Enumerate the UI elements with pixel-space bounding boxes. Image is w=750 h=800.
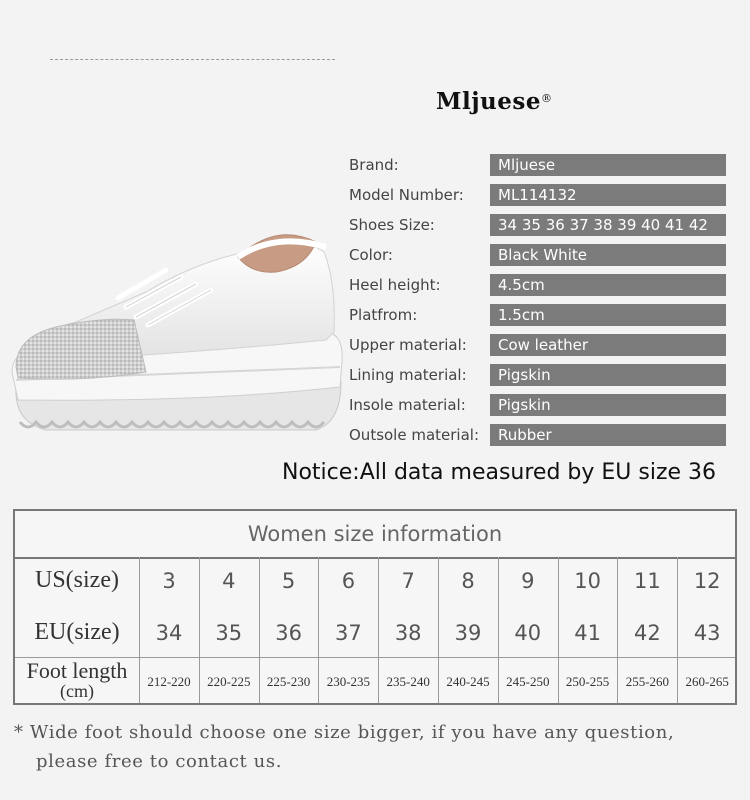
spec-value: ML114132 <box>490 184 726 206</box>
us-size-cell: 12 <box>693 569 721 593</box>
size-table <box>13 509 737 705</box>
eu-size-cell: 36 <box>275 621 302 645</box>
registered-mark: ® <box>540 92 553 105</box>
spec-row <box>349 274 729 304</box>
spec-value: Rubber <box>490 424 726 446</box>
spec-value: 4.5cm <box>490 274 726 296</box>
spec-label: Upper material: <box>349 336 467 354</box>
eu-size-cell: 35 <box>215 621 243 645</box>
us-size-cell: 5 <box>281 569 296 593</box>
spec-row <box>349 214 729 244</box>
spec-label: Color: <box>349 246 393 264</box>
eu-size-cell: 38 <box>394 621 422 645</box>
foot-length-cell: 235-240 <box>386 674 430 689</box>
notice-text: Notice:All data measured by EU size 36 <box>282 460 717 485</box>
spec-value: Black White <box>490 244 726 266</box>
foot-length-cell: 230-235 <box>326 674 371 689</box>
spec-row <box>349 304 729 334</box>
dashed-divider <box>50 59 335 60</box>
spec-label: Heel height: <box>349 276 441 294</box>
us-size-cell: 10 <box>574 569 601 593</box>
us-size-cell: 11 <box>634 569 661 593</box>
brand-logo <box>436 88 552 115</box>
us-size-label: US(size) <box>35 567 119 593</box>
spec-row <box>349 394 729 424</box>
us-size-cell: 6 <box>341 569 356 593</box>
foot-length-cell: 260-265 <box>685 674 729 689</box>
us-size-cell: 3 <box>162 569 176 593</box>
footnote-line2: please free to contact us. <box>36 751 283 772</box>
size-table-title: Women size information <box>15 511 735 559</box>
eu-size-cell: 37 <box>335 621 362 645</box>
spec-row <box>349 154 729 184</box>
foot-length-cell: 212-220 <box>147 674 191 689</box>
eu-size-cell: 41 <box>574 621 601 645</box>
spec-label: Model Number: <box>349 186 464 204</box>
spec-value: 1.5cm <box>490 304 726 326</box>
eu-size-cell: 39 <box>454 621 482 645</box>
spec-label: Insole material: <box>349 396 466 414</box>
foot-length-cell: 240-245 <box>446 674 490 689</box>
spec-row <box>349 364 729 394</box>
spec-label: Outsole material: <box>349 426 480 444</box>
eu-size-label: EU(size) <box>34 619 120 645</box>
spec-row <box>349 184 729 214</box>
eu-size-cell: 34 <box>155 621 183 645</box>
foot-length-cell: 250-255 <box>565 674 610 689</box>
eu-size-cell: 43 <box>693 621 721 645</box>
sneaker-image <box>6 222 346 442</box>
footnote-line1: * Wide foot should choose one size bigger, if you have any question, <box>14 722 675 743</box>
spec-label: Platfrom: <box>349 306 418 324</box>
foot-length-label <box>15 658 139 701</box>
brand-logo-text: Mljuese <box>436 88 541 115</box>
spec-value: Mljuese <box>490 154 726 176</box>
spec-row <box>349 334 729 364</box>
us-size-cell: 7 <box>401 569 415 593</box>
spec-label: Brand: <box>349 156 399 174</box>
us-size-cell: 8 <box>461 569 475 593</box>
spec-value: Pigskin <box>490 394 726 416</box>
foot-length-label-line2: (cm) <box>60 681 94 701</box>
spec-row <box>349 244 729 274</box>
foot-length-label-line1: Foot length <box>26 658 128 683</box>
spec-label: Lining material: <box>349 366 467 384</box>
foot-length-cell: 225-230 <box>266 674 311 689</box>
foot-length-cell: 245-250 <box>506 674 550 689</box>
spec-row <box>349 424 729 454</box>
spec-label: Shoes Size: <box>349 216 435 234</box>
us-size-cell: 9 <box>521 569 535 593</box>
eu-size-cell: 42 <box>634 621 661 645</box>
spec-value: 34 35 36 37 38 39 40 41 42 <box>490 214 726 236</box>
spec-list <box>349 154 729 454</box>
us-size-cell: 4 <box>222 569 236 593</box>
foot-length-cell: 220-225 <box>207 674 251 689</box>
spec-value: Cow leather <box>490 334 726 356</box>
eu-size-cell: 40 <box>514 621 542 645</box>
footnote <box>14 718 744 776</box>
spec-value: Pigskin <box>490 364 726 386</box>
foot-length-cell: 255-260 <box>625 674 670 689</box>
